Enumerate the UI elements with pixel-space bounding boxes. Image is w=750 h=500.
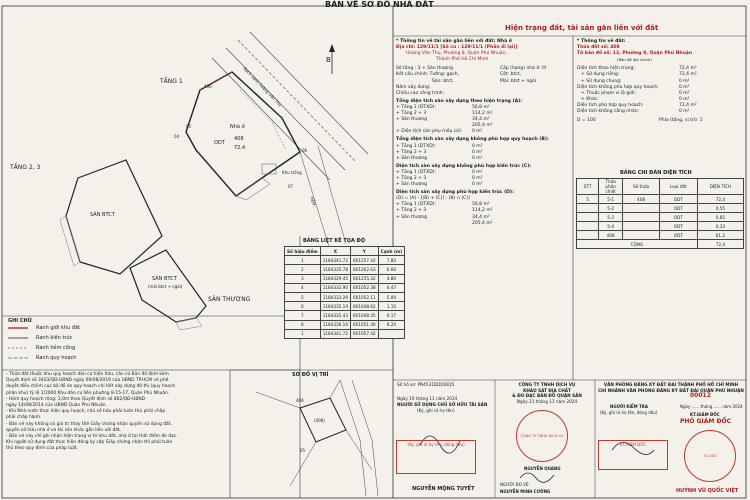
director-date: Ngày ...... tháng ...... năm 2024 bbox=[680, 404, 743, 409]
coord-cell: 601057.42 bbox=[351, 329, 379, 338]
coord-row bbox=[285, 283, 405, 292]
coord-cell: 2 bbox=[285, 265, 321, 274]
status-row-value: 205,4 m² bbox=[472, 123, 493, 129]
rooftop-label: SÂN THƯỢNG bbox=[208, 296, 251, 303]
floor23-label: TẦNG 2, 3 bbox=[10, 164, 41, 171]
area-cell: 5-3 bbox=[599, 213, 623, 222]
area-cell: 5 bbox=[577, 195, 599, 204]
office-branch: CHI NHÁNH VĂN PHÒNG ĐĂNG KÝ ĐẤT ĐAI QUẬN PHÚ NHUẬN bbox=[598, 387, 744, 393]
status-row-value: 34,4 m² bbox=[472, 214, 490, 220]
status-row-value: 0 m² bbox=[472, 155, 483, 161]
note-line: duyệt điều chỉnh cục bộ đồ án quy hoạch chi tiết xây dựng đô thị (quy hoạch bbox=[6, 384, 176, 390]
checker-sub: (Ký, ghi rõ họ tên, đóng dấu) bbox=[600, 410, 658, 415]
coord-row bbox=[285, 320, 405, 329]
coord-row bbox=[285, 265, 405, 274]
legend-item: Ranh quy hoạch bbox=[36, 355, 77, 361]
area-cell bbox=[577, 222, 599, 231]
status-row-label: + Tầng 1 (DTXD): bbox=[396, 143, 436, 149]
coord-cell: 8 bbox=[285, 320, 321, 329]
status-row-value: 205,4 m² bbox=[472, 220, 493, 226]
area-row bbox=[577, 195, 744, 204]
corner-05: 05 bbox=[186, 124, 192, 129]
survey-company: CÔNG TY TNHH DỊCH VỤ bbox=[518, 382, 576, 387]
note-line: phải chấp hành. bbox=[6, 415, 42, 421]
legend-item: Ranh hẻm cống bbox=[36, 345, 76, 351]
status-row-value: 56,8 m² bbox=[472, 202, 490, 208]
legend-item: Ranh giới khu đất bbox=[36, 325, 80, 331]
note-line: - Khi Nhà nước thực hiện quy hoạch, chủ sở hữu phải tuân thủ phải chấp bbox=[6, 409, 166, 415]
status-row-label: + Tầng 2 + 3 bbox=[396, 149, 427, 155]
coord-cell: 1184335.78 bbox=[320, 265, 350, 274]
coord-row bbox=[285, 302, 405, 311]
area-cell: 408 bbox=[599, 231, 623, 240]
survey-seal bbox=[516, 410, 568, 462]
coord-cell: 601257.42 bbox=[351, 256, 379, 265]
location-lot-label: (408) bbox=[314, 418, 325, 423]
road-label: HẺM bbox=[309, 196, 317, 207]
director-role: KT.GIÁM ĐỐC bbox=[690, 412, 720, 417]
status-total-heading: Tổng diện tích sàn xây dựng theo hiện trạng (A): bbox=[396, 98, 523, 104]
land-sheet: Tờ bản đồ số: 13, Phường 8, Quận Phú Nhuận bbox=[577, 51, 693, 57]
land-row-label: + Thuộc phạm vi lộ giới: bbox=[581, 90, 636, 96]
coord-cell: 1 bbox=[285, 256, 321, 265]
coord-cell: 601048.45 bbox=[351, 311, 379, 320]
legend-item: Ranh kiến trúc bbox=[36, 335, 73, 341]
area-cell: 5-1 bbox=[599, 195, 623, 204]
area-header: Loại đất bbox=[659, 179, 697, 195]
coord-cell: 1184341.72 bbox=[320, 256, 350, 265]
land-row bbox=[577, 118, 743, 124]
note-line: - Thửa đất thuộc khu quy hoạch dân cư hiện hữu, căn cứ Bản đồ định kèm bbox=[6, 372, 169, 377]
note-line: - Bản vẽ này chỉ ghi nhận hiện trạng vị trí khu đất, nhà ở tại thời điểm đo đạc. bbox=[6, 434, 178, 440]
land-row-label: + Khác: bbox=[581, 96, 599, 102]
legend-heading: GHI CHÚ bbox=[8, 318, 32, 324]
status-row-value: 56,8 m² bbox=[472, 104, 490, 110]
notes-block bbox=[6, 372, 228, 453]
slab-tile-sub: (mái btct + ngói) bbox=[148, 284, 183, 289]
director-sub: PHÓ GIÁM ĐỐC bbox=[680, 418, 731, 425]
land-row-value: 72,4 m² bbox=[679, 72, 697, 78]
land-row-value: 0 m² bbox=[679, 90, 690, 96]
coord-cell: 601048.62 bbox=[351, 302, 379, 311]
location-406: 406 bbox=[296, 398, 304, 403]
director-name: HUỲNH VŨ QUỐC VIỆT bbox=[676, 488, 739, 494]
floor1-label: TẦNG 1 bbox=[160, 78, 183, 85]
land-row-label: Diện tích theo hiện trạng: bbox=[577, 66, 635, 72]
status-info-heading: * Thông tin về tài sản gắn liền với đất: Nhà ở bbox=[396, 39, 512, 44]
land-row-value: 0 m² bbox=[679, 78, 690, 84]
lot-code: ODT bbox=[214, 140, 225, 146]
area-row bbox=[577, 231, 744, 240]
area-cell: ODT bbox=[659, 204, 697, 213]
area-total-value: 72,4 bbox=[697, 240, 743, 249]
area-table-heading: BẢNG CHI ĐÁN DIỆN TÍCH bbox=[620, 170, 692, 176]
checker-name: NGUYỄN QUANG bbox=[524, 466, 561, 471]
area-header: Thửa phân chiết bbox=[599, 179, 623, 195]
area-cell: ODT bbox=[659, 195, 697, 204]
office-seal-text: TG 003 bbox=[703, 454, 717, 458]
area-header: Số thửa bbox=[623, 179, 660, 195]
coord-cell: 1.15 bbox=[378, 302, 405, 311]
coord-cell: 601262.63 bbox=[351, 265, 379, 274]
coord-cell: 6 bbox=[285, 302, 321, 311]
coord-header: Y bbox=[351, 247, 379, 256]
note-line: thủ theo quy định của pháp luật. bbox=[6, 446, 79, 452]
status-row-label: + Sân thượng bbox=[396, 214, 428, 220]
north-letter: B bbox=[326, 56, 331, 64]
coord-cell: 5 bbox=[285, 292, 321, 301]
coord-cell: 0.47 bbox=[378, 283, 405, 292]
street-label: Rạch xanh hoàng Văn Thụ bbox=[242, 66, 283, 108]
coord-cell: 601052.38 bbox=[351, 283, 379, 292]
survey-seal-text: CÔNG TY TNHH DỊCH VỤ bbox=[520, 434, 564, 438]
coord-cell: 0.17 bbox=[378, 311, 405, 320]
house-label: Nhà ở bbox=[230, 124, 245, 130]
coord-cell: 7 bbox=[285, 311, 321, 320]
status-street: Hoàng Văn Thụ, Phường 8, Quận Phú Nhuận, bbox=[406, 51, 507, 57]
plan-d-formula: (D) = (A) - [(B) + (C)] - (B) ∩ (C)] bbox=[396, 196, 470, 202]
area-cell: 408 bbox=[623, 195, 660, 204]
owner-sub: (Ký, ghi rõ họ tên) bbox=[417, 408, 455, 413]
coord-cell: 1 bbox=[285, 329, 321, 338]
note-line: ngày 14/08/2014 của UBND Quận Phú Nhuận. bbox=[6, 403, 107, 409]
status-row-value: 0 m² bbox=[472, 149, 483, 155]
location-map bbox=[256, 380, 378, 496]
approval-stamp bbox=[598, 440, 668, 470]
status-height: Chiều cao công trình: bbox=[396, 90, 445, 96]
coord-row bbox=[285, 274, 405, 283]
coord-cell: 3 bbox=[285, 274, 321, 283]
coord-cell: 1184335.43 bbox=[320, 311, 350, 320]
office-title: VĂN PHÒNG ĐĂNG KÝ ĐẤT ĐAI THÀNH PHỐ HỒ CHÍ MINH bbox=[603, 382, 739, 387]
area-cell: 0,33 bbox=[697, 222, 743, 231]
approval-stamp-text: KT.GIÁM ĐỐC bbox=[619, 442, 647, 447]
location-map-heading: SƠ ĐỒ VỊ TRÍ bbox=[292, 372, 329, 378]
area-cell bbox=[577, 204, 599, 213]
area-cell: 5-4 bbox=[599, 222, 623, 231]
note-line: - Bản vẽ này không có giá trị thay thế Giấy chứng nhận quyền sử dụng đất, bbox=[6, 421, 172, 427]
land-sheet-note: (Bản đồ địa chính) bbox=[617, 57, 652, 63]
coord-cell: 4.80 bbox=[378, 274, 405, 283]
lot-number: 408 bbox=[234, 136, 244, 142]
plan-d-heading: Diện tích sàn xây dựng phù hợp kiến trúc (D): bbox=[396, 190, 514, 196]
area-cell: 5-2 bbox=[599, 204, 623, 213]
status-row-value: 0 m² bbox=[472, 169, 483, 175]
survey-date: Ngày 21 tháng 11 năm 2024 bbox=[516, 398, 578, 404]
status-row-value: 114,2 m² bbox=[472, 111, 493, 117]
coord-header: X bbox=[320, 247, 350, 256]
area-table bbox=[576, 178, 744, 249]
status-row-label: + Tầng 2 + 3 bbox=[396, 208, 427, 214]
area-header: DIỆN TÍCH bbox=[697, 179, 743, 195]
area-row bbox=[577, 213, 744, 222]
status-row-value: 0 m² bbox=[472, 175, 483, 181]
corner-406: 406 bbox=[204, 84, 212, 89]
coord-cell: 1184333.29 bbox=[320, 292, 350, 301]
land-row-value: 0 m² bbox=[679, 109, 690, 115]
status-address: Địa chỉ: 129/11/1 [Số cũ : 129/11/1 (Phần ổi lại)] bbox=[396, 45, 518, 51]
area-cell: 61,2 bbox=[697, 231, 743, 240]
area-header-row bbox=[577, 179, 744, 195]
land-heading: * Thông tin về đất: bbox=[577, 39, 626, 44]
status-frame-text: Sàn: btct, bbox=[432, 78, 454, 84]
coord-cell: 1184341.72 bbox=[320, 329, 350, 338]
status-row-value: 0 m² bbox=[472, 143, 483, 149]
stamp-code: 00012 bbox=[690, 392, 711, 399]
note-line: quyền sở hữu nhà ở và tài sản khác gắn liền với đất. bbox=[6, 427, 122, 433]
coord-header-row bbox=[285, 247, 405, 256]
area-row bbox=[577, 204, 744, 213]
slab-tile-label: SÀN BTCT bbox=[152, 276, 177, 282]
survey-block bbox=[500, 382, 594, 404]
plan-b-heading: Tổng diện tích sàn xây dựng không phù hợp quy hoạch (B): bbox=[396, 137, 549, 143]
status-row-label: + Sân thượng bbox=[396, 182, 428, 188]
coord-table bbox=[284, 246, 405, 339]
coord-header: Số hiệu điểm bbox=[285, 247, 321, 256]
area-cell bbox=[577, 213, 599, 222]
surveyor-name: NGUYỄN MINH CƯỜNG bbox=[500, 489, 551, 494]
surveyor-title: NGƯỜI ĐO VẼ: bbox=[500, 482, 530, 487]
status-structure-text: Kết cấu chính: Tường: gạch, bbox=[396, 72, 460, 78]
coord-cell: 1184329.45 bbox=[320, 274, 350, 283]
status-floors-text: Số tầng : 3 + Sân thượng bbox=[396, 66, 453, 72]
land-row-value: 0 m² bbox=[679, 96, 690, 102]
coord-cell: 1184335.19 bbox=[320, 302, 350, 311]
status-row-label: + Diện tích sàn phụ (nếu có): bbox=[396, 129, 463, 135]
survey-company2: KHẢO SÁT ĐỊA CHẤT bbox=[523, 387, 571, 393]
status-row-label: + Tầng 2 + 3 bbox=[396, 111, 427, 117]
coord-row bbox=[285, 292, 405, 301]
status-row bbox=[396, 221, 572, 227]
corner-06: 06 bbox=[302, 148, 308, 153]
floor1-outline bbox=[186, 72, 300, 196]
coord-row bbox=[285, 311, 405, 320]
area-cell bbox=[623, 213, 660, 222]
status-grade: Cấp (hạng) nhà ở: III bbox=[500, 66, 547, 72]
office-block bbox=[598, 382, 744, 394]
status-row-label: + Tầng 2 + 3 bbox=[396, 175, 427, 181]
area-row bbox=[577, 222, 744, 231]
file-stamp bbox=[396, 440, 476, 474]
land-row-value: 0 m² bbox=[679, 84, 690, 90]
status-row-value: 114,2 m² bbox=[472, 208, 493, 214]
land-scale: D = 100 bbox=[577, 118, 596, 124]
land-row-label: Diện tích không công nhận: bbox=[577, 109, 640, 115]
status-row-value: 0 m² bbox=[472, 182, 483, 188]
status-columns: Cột: btct, bbox=[500, 72, 521, 78]
coord-cell: 8.20 bbox=[378, 320, 405, 329]
land-row-value: 72,4 m² bbox=[679, 66, 697, 72]
status-row-value: 0 m² bbox=[472, 129, 483, 135]
status-heading: Hiện trạng đất, tài sản gắn liền với đất bbox=[505, 24, 659, 32]
office-seal bbox=[684, 430, 736, 482]
checker-role: NGƯỜI KIỂM TRA bbox=[610, 404, 648, 409]
coord-cell: 6.60 bbox=[378, 265, 405, 274]
street-strip bbox=[212, 32, 368, 180]
land-row-value: 72,4 m² bbox=[679, 102, 697, 108]
slab-label: SÀN BTCT bbox=[90, 212, 115, 218]
survey-company3: & ĐO ĐẠC BẢN ĐỒ QUẬN SẤN bbox=[512, 393, 582, 399]
coord-cell: 1184332.90 bbox=[320, 283, 350, 292]
area-cell bbox=[623, 204, 660, 213]
land-position: Phía (tầng, vị trí): 1 bbox=[659, 118, 703, 124]
open-space-label: Khu trống bbox=[282, 170, 302, 175]
corner-04: 04 bbox=[174, 134, 180, 139]
lot-area: 72,4 bbox=[234, 145, 246, 151]
area-total-row bbox=[577, 240, 744, 249]
area-cell: 0,85 bbox=[697, 213, 743, 222]
area-cell bbox=[623, 231, 660, 240]
status-row-label: + Tầng 1 (DTXD): bbox=[396, 202, 436, 208]
area-cell: 0,55 bbox=[697, 204, 743, 213]
sheet-title: BẢN VẼ SƠ ĐỒ NHÀ ĐẤT bbox=[325, 0, 434, 9]
owner-block bbox=[397, 382, 493, 414]
coord-cell bbox=[378, 329, 405, 338]
plan-c-heading: Diện tích sàn xây dựng không phù hợp kiến trúc (C): bbox=[396, 163, 532, 169]
file-number: Số hồ sơ: PN4531DDDD/Q5 bbox=[397, 382, 455, 387]
file-stamp-text: (Ký, ghi rõ họ tên, đóng dấu) bbox=[407, 442, 465, 447]
coord-cell: 601052.11 bbox=[351, 292, 379, 301]
land-row-label: + Sử dụng riêng: bbox=[581, 72, 620, 78]
area-cell: ODT bbox=[659, 231, 697, 240]
status-block bbox=[396, 39, 572, 227]
coord-cell: 601051.40 bbox=[351, 320, 379, 329]
land-parcel: Thửa đất số: 408 bbox=[577, 45, 620, 51]
status-row-label: + Tầng 1 (DTXD): bbox=[396, 104, 436, 110]
status-row-value: 34,4 m² bbox=[472, 117, 490, 123]
corner-07: 07 bbox=[288, 184, 294, 189]
area-cell: 72,4 bbox=[697, 195, 743, 204]
area-cell: ODT bbox=[659, 222, 697, 231]
status-build-year: Năm xây dựng: bbox=[396, 84, 431, 90]
status-city: Thành Phố Hồ Chí Minh bbox=[436, 57, 489, 63]
coord-cell: 1184336.16 bbox=[320, 320, 350, 329]
land-row-label: + Sử dụng chung: bbox=[581, 78, 622, 84]
coord-cell: 7.80 bbox=[378, 256, 405, 265]
coord-row bbox=[285, 329, 405, 338]
note-line: - Hẻm quy hoạch rộng: 3,0m theo Quyết định số 862/QĐ-UBND bbox=[6, 396, 146, 402]
status-row-label: + Tầng 1 (DTXD): bbox=[396, 169, 436, 175]
coord-cell: 4 bbox=[285, 283, 321, 292]
owner-title: NGƯỜI SỬ DỤNG CHỦ SỞ HỮU TÀI SẢN bbox=[397, 402, 488, 407]
location-05: 05 bbox=[300, 448, 306, 453]
coord-table-heading: BẢNG LIỆT KÊ TỌA ĐỘ bbox=[303, 238, 366, 244]
status-row-label: + Sân thượng bbox=[396, 117, 428, 123]
status-roof: Mái: btct + ngói bbox=[500, 78, 537, 84]
land-row-label: Diện tích không phù hợp quy hoạch: bbox=[577, 84, 659, 90]
area-cell: ODT bbox=[659, 213, 697, 222]
note-line: Khi người sử dụng đất thực hiện đăng ký cấp Giấy chứng nhận thì phải tuân bbox=[6, 440, 173, 446]
area-cell bbox=[623, 222, 660, 231]
coord-cell: 5.09 bbox=[378, 292, 405, 301]
coord-cell: 601255.42 bbox=[351, 274, 379, 283]
coord-row bbox=[285, 256, 405, 265]
status-row-label: + Sân thượng bbox=[396, 155, 428, 161]
area-header: STT bbox=[577, 179, 599, 195]
note-line: phân khu) tỷ lệ 1/2000 Khu dân cư liên phường 8-15-17, Quận Phú Nhuận. bbox=[6, 390, 170, 396]
area-cell bbox=[577, 231, 599, 240]
note-line: Quyết định số 3403/QĐ-UBND ngày 09/08/2019 của UBND TP.HCM về phê bbox=[6, 378, 169, 384]
coord-header: Cạnh (m) bbox=[378, 247, 405, 256]
owner-date: Ngày 19 tháng 11 năm 2024 bbox=[397, 396, 458, 401]
owner-name: NGUYỄN MỘNG TUYẾT bbox=[412, 486, 475, 492]
land-row-label: Diện tích phù hợp quy hoạch: bbox=[577, 102, 644, 108]
land-block bbox=[577, 39, 743, 124]
area-total-label: CỘNG bbox=[577, 240, 698, 249]
